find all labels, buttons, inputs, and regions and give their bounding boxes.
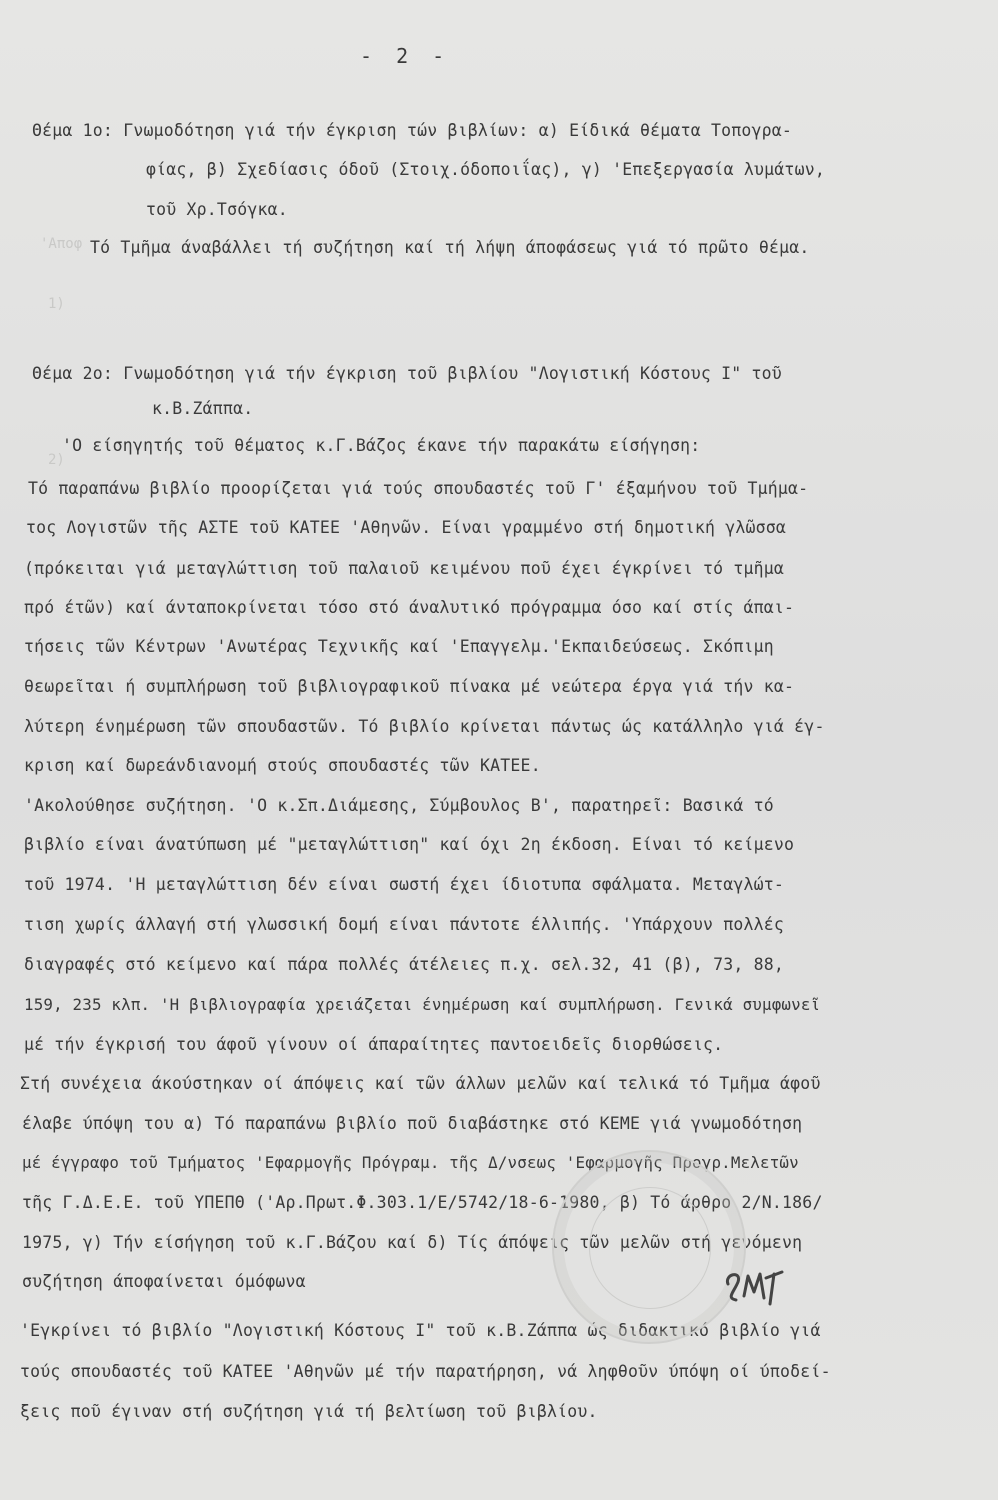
text-line: τούς σπουδαστές τοῦ ΚΑΤΕΕ 'Αθηνῶν μέ τήν παρατήρηση, νά ληφθοῦν ύπόψη οί ύποδεί- [20, 1362, 831, 1381]
text-line: φίας, β) Σχεδίασις όδοῦ (Στοιχ.όδοποιΐας), γ) 'Επεξεργασία λυμάτων, [146, 160, 825, 179]
text-line: μέ τήν έγκρισή του άφοῦ γίνουν οί άπαραίτητες παντοειδεῖς διορθώσεις. [24, 1035, 724, 1054]
text-line: Θέμα 1ο: Γνωμοδότηση γιά τήν έγκριση τών βιβλίων: α) Είδικά θέματα Τοπογρα- [32, 121, 793, 140]
text-line: 159, 235 κλπ. 'Η βιβλιογραφία χρειάζεται ένημέρωση καί συμπλήρωση. Γενικά συμφωνεῖ [24, 995, 821, 1014]
text-line: μέ έγγραφο τοῦ Τμήματος 'Εφαρμογῆς Πρόγραμ. τῆς Δ/νσεως 'Εφαρμογῆς Προγρ.Μελετῶν [22, 1153, 799, 1172]
text-line: πρό έτῶν) καί άνταποκρίνεται τόσο στό άναλυτικό πρόγραμμα όσο καί στίς άπαι- [24, 598, 795, 617]
bleed-through-text: 'Αποφ [40, 236, 83, 252]
text-line: Τό Τμῆμα άναβάλλει τή συζήτηση καί τή λήψη άποφάσεως γιά τό πρῶτο θέμα. [90, 238, 810, 257]
text-line: θεωρεῖται ή συμπλήρωση τοῦ βιβλιογραφικοῦ πίνακα μέ νεώτερα έργα γιά τήν κα- [24, 677, 795, 696]
bleed-through-text: 1) [48, 296, 65, 312]
bleed-through-text: 2) [48, 452, 65, 468]
text-line: Στή συνέχεια άκούστηκαν οί άπόψεις καί τῶν άλλων μελῶν καί τελικά τό Τμῆμα άφοῦ [20, 1074, 821, 1093]
text-line: τῆς Γ.Δ.Ε.Ε. τοῦ ΥΠΕΠΘ ('Αρ.Πρωτ.Φ.303.1/Ε/5742/18-6-1980, β) Τό άρθρο 2/Ν.186/ [22, 1193, 823, 1212]
text-line: 'Ακολούθησε συζήτηση. 'Ο κ.Σπ.Διάμεσης, Σύμβουλος Β', παρατηρεῖ: Βασικά τό [24, 796, 774, 815]
signature-icon [720, 1262, 820, 1312]
text-line: τήσεις τῶν Κέντρων 'Ανωτέρας Τεχνικῆς καί 'Επαγγελμ.'Εκπαιδεύσεως. Σκόπιμη [24, 637, 774, 656]
text-line: έλαβε ύπόψη του α) Τό παραπάνω βιβλίο ποῦ διαβάστηκε στό ΚΕΜΕ γιά γνωμοδότηση [22, 1114, 803, 1133]
official-seal-icon [552, 1150, 746, 1344]
text-line: τοῦ 1974. 'Η μεταγλώττιση δέν είναι σωστή έχει ίδιοτυπα σφάλματα. Μεταγλώτ- [24, 875, 785, 894]
page-number: - 2 - [360, 44, 451, 68]
text-line: λύτερη ένημέρωση τῶν σπουδαστῶν. Τό βιβλίο κρίνεται πάντως ώς κατάλληλο γιά έγ- [24, 717, 825, 736]
text-line: διαγραφές στό κείμενο καί πάρα πολλές άτέλειες π.χ. σελ.32, 41 (β), 73, 88, [24, 955, 785, 974]
text-line: τιση χωρίς άλλαγή στή γλωσσική δομή είναι πάντοτε έλλιπής. 'Υπάρχουν πολλές [24, 915, 785, 934]
text-line: Τό παραπάνω βιβλίο προορίζεται γιά τούς σπουδαστές τοῦ Γ' έξαμήνου τοῦ Τμήμα- [28, 479, 809, 498]
text-line: κριση καί δωρεάνδιανομή στούς σπουδαστές τῶν ΚΑΤΕΕ. [24, 756, 541, 775]
text-line: κ.Β.Ζάππα. [152, 399, 254, 418]
text-line: 'Ο είσηγητής τοῦ θέματος κ.Γ.Βάζος έκανε τήν παρακάτω είσήγηση: [62, 436, 701, 455]
text-line: Θέμα 2ο: Γνωμοδότηση γιά τήν έγκριση τοῦ βιβλίου "Λογιστική Κόστους Ι" τοῦ [32, 364, 782, 383]
text-line: τοῦ Χρ.Τσόγκα. [146, 200, 288, 219]
text-line: 1975, γ) Τήν είσήγηση τοῦ κ.Γ.Βάζου καί δ) Τίς άπόψεις τῶν μελῶν στή γενόμενη [22, 1233, 803, 1252]
seal-inner-ring [589, 1187, 711, 1309]
text-line: ξεις ποῦ έγιναν στή συζήτηση γιά τή βελτίωση τοῦ βιβλίου. [20, 1402, 598, 1421]
text-line: 'Εγκρίνει τό βιβλίο "Λογιστική Κόστους Ι" τοῦ κ.Β.Ζάππα ώς διδακτικό βιβλίο γιά [20, 1321, 821, 1340]
text-line: συζήτηση άποφαίνεται όμόφωνα [22, 1272, 306, 1291]
text-line: (πρόκειται γιά μεταγλώττιση τοῦ παλαιοῦ κειμένου ποῦ έχει έγκρίνει τό τμῆμα [24, 559, 785, 578]
text-line: τος Λογιστῶν τῆς ΑΣΤΕ τοῦ ΚΑΤΕΕ 'Αθηνῶν. Είναι γραμμένο στή δημοτική γλῶσσα [26, 518, 787, 537]
text-line: βιβλίο είναι άνατύπωση μέ "μεταγλώττιση" καί όχι 2η έκδοση. Είναι τό κείμενο [24, 835, 795, 854]
